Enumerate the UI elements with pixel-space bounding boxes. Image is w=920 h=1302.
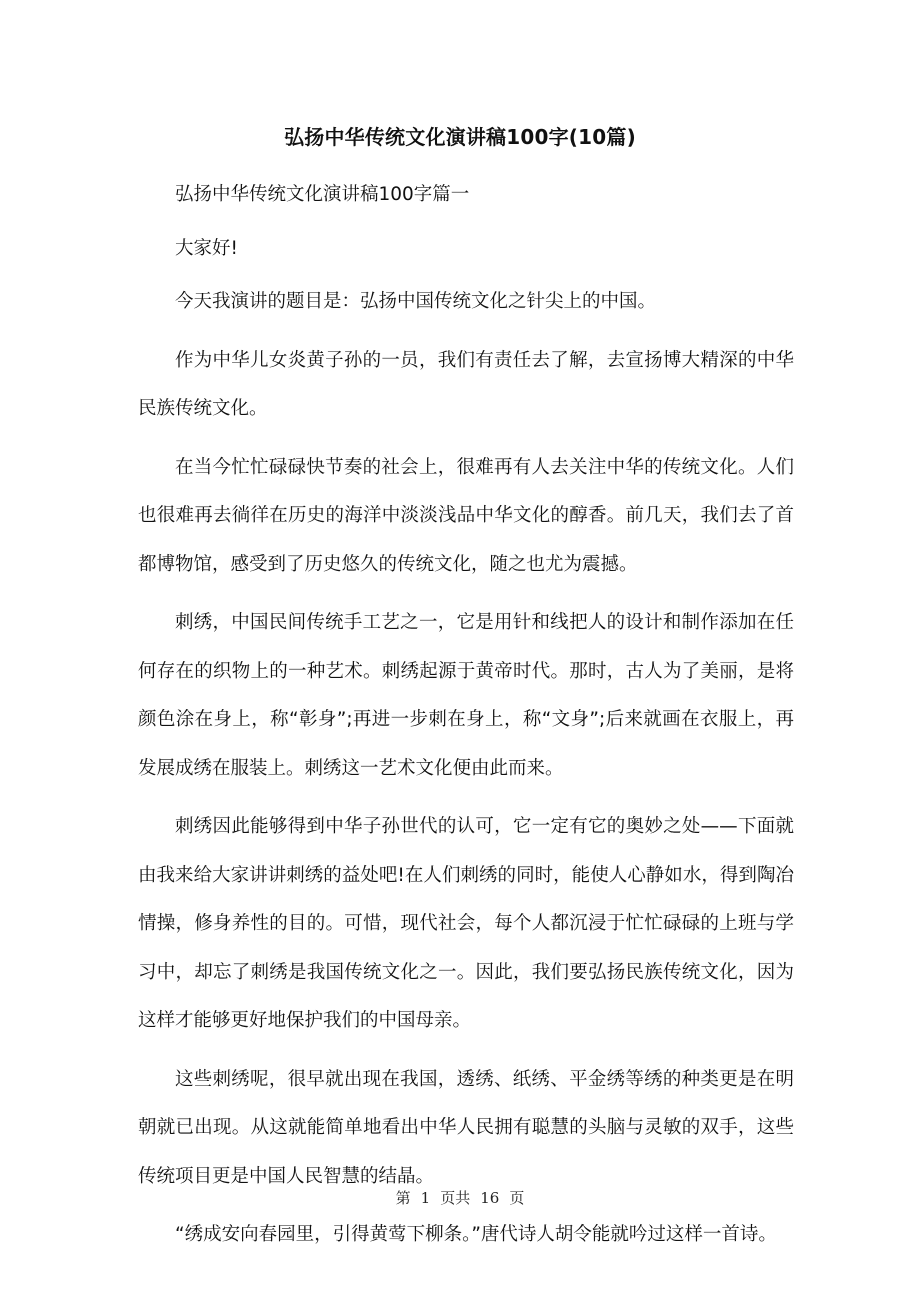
document-body — [138, 171, 794, 1270]
body-paragraph: 在当今忙忙碌碌快节奏的社会上，很难再有人去关注中华的传统文化。人们也很难再去徜徉在历史的海洋中淡淡浅品中华文化的醇香。前几天，我们去了首都博物馆，感受到了历史悠久的传统文化，随之也尤为震撼。 — [138, 456, 794, 575]
footer-middle: 页共 — [440, 1189, 471, 1207]
body-paragraph: 今天我演讲的题目是：弘扬中国传统文化之针尖上的中国。 — [175, 291, 657, 312]
body-paragraph: 刺绣因此能够得到中华子孙世代的认可，它一定有它的奥妙之处——下面就由我来给大家讲讲刺绣的益处吧!在人们刺绣的同时，能使人心静如水，得到陶冶情操，修身养性的目的。可惜，现代社会，每个人都沉浸于忙忙碌碌的上班与学习中，却忘了刺绣是我国传统文化之一。因此，我们要弘扬民族传统文化，因为这样才能够更好地保护我们的中国母亲。 — [138, 816, 794, 1031]
footer-current-page: 1 — [420, 1189, 431, 1207]
footer-total-pages: 16 — [480, 1189, 500, 1207]
document-title: 弘扬中华传统文化演讲稿100字(10篇) — [284, 125, 636, 149]
body-paragraph: 作为中华儿女炎黄子孙的一员，我们有责任去了解，去宣扬博大精深的中华民族传统文化。 — [138, 349, 794, 419]
section-heading: 弘扬中华传统文化演讲稿100字篇一 — [175, 184, 470, 205]
footer-suffix: 页 — [509, 1189, 525, 1207]
greeting-paragraph: 大家好! — [175, 237, 238, 259]
footer-prefix: 第 — [395, 1189, 411, 1207]
body-paragraph: 这些刺绣呢，很早就出现在我国，透绣、纸绣、平金绣等绣的种类更是在明朝就已出现。从这就能简单地看出中华人民拥有聪慧的头脑与灵敏的双手，这些传统项目更是中国人民智慧的结晶。 — [138, 1068, 794, 1187]
page-footer — [0, 1186, 920, 1210]
body-paragraph: “绣成安向春园里，引得黄莺下柳条。”唐代诗人胡令能就吟过这样一首诗。 — [175, 1224, 777, 1245]
body-paragraph: 刺绣，中国民间传统手工艺之一，它是用针和线把人的设计和制作添加在任何存在的织物上的一种艺术。刺绣起源于黄帝时代。那时，古人为了美丽，是将颜色涂在身上，称“彰身”;再进一步刺在身上，称“文身”;后来就画在衣服上，再发展成绣在服装上。刺绣这一艺术文化便由此而来。 — [138, 612, 794, 779]
